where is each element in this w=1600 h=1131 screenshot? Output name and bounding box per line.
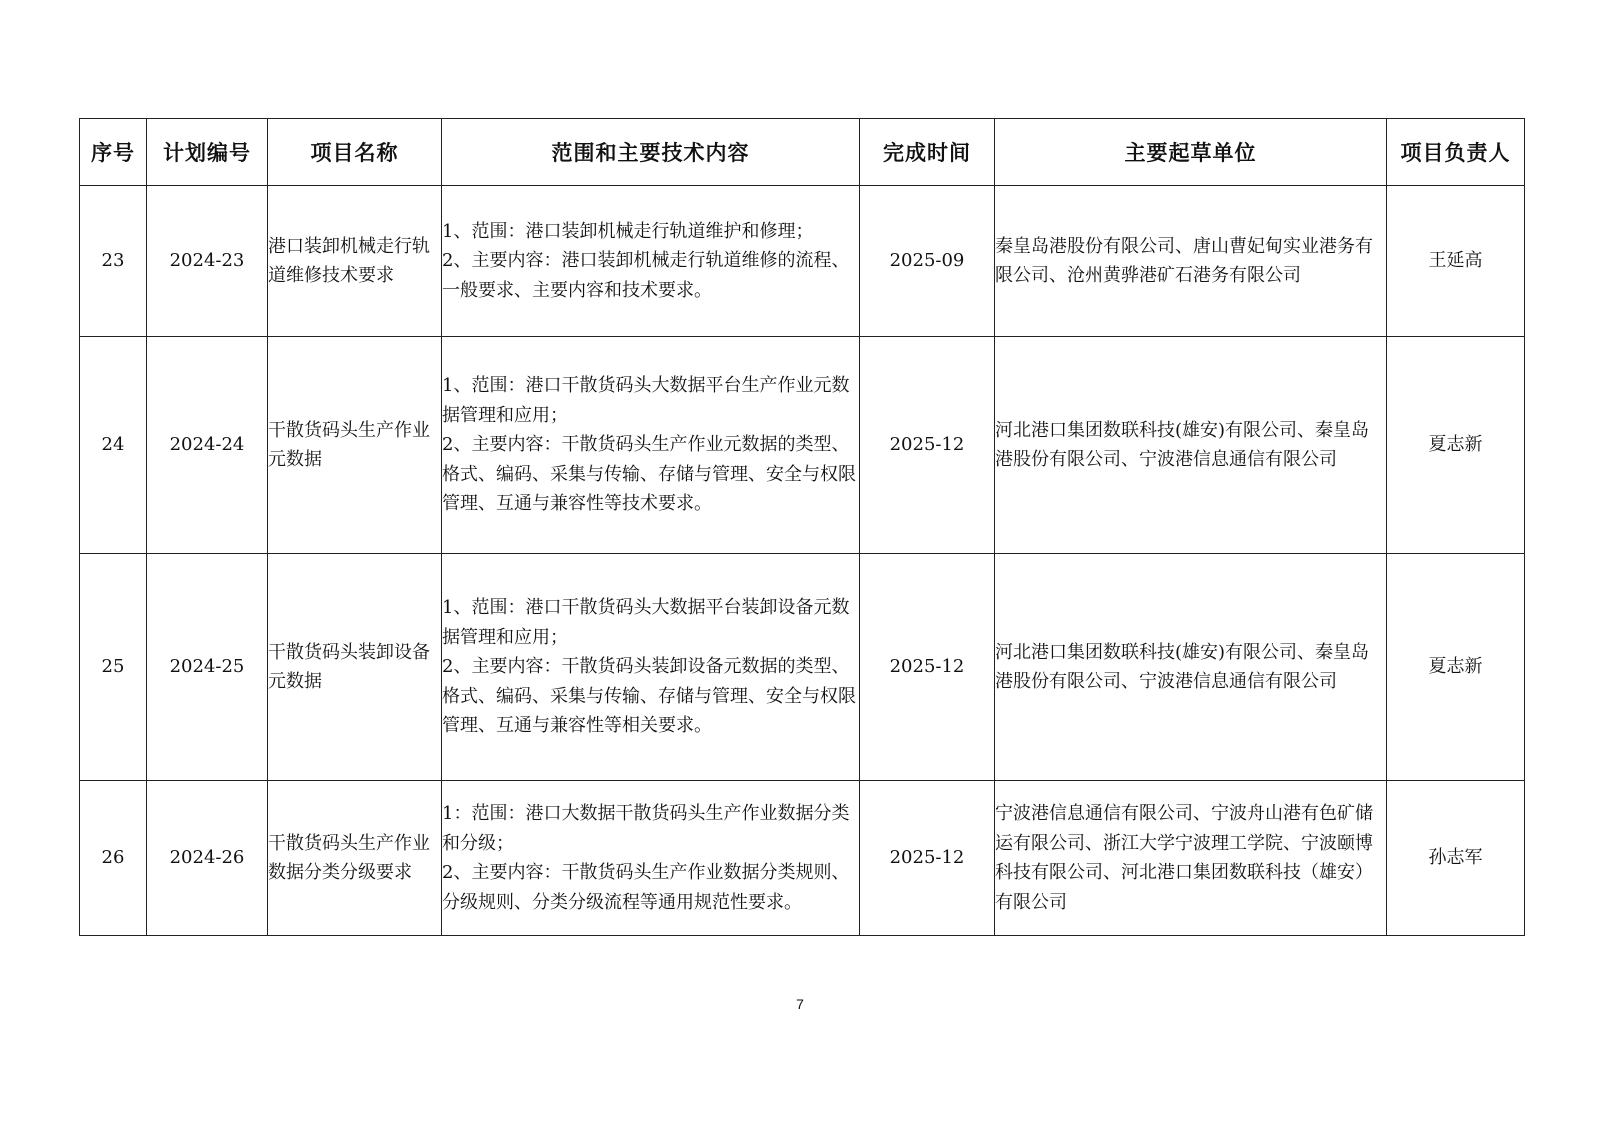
scope-line: 1：范围：港口大数据干散货码头生产作业数据分类和分级；	[442, 803, 850, 854]
header-scope: 范围和主要技术内容	[442, 119, 860, 186]
cell-drafting-units: 河北港口集团数联科技(雄安)有限公司、秦皇岛港股份有限公司、宁波港信息通信有限公司	[995, 554, 1387, 781]
table-row	[80, 186, 1525, 337]
scope-line: 2、主要内容：港口装卸机械走行轨道维修的流程、一般要求、主要内容和技术要求。	[442, 250, 850, 301]
cell-finish-time: 2025-12	[860, 337, 995, 554]
cell-scope	[442, 186, 860, 337]
cell-name: 干散货码头生产作业元数据	[268, 337, 442, 554]
scope-line: 2、主要内容：干散货码头生产作业数据分类规则、分级规则、分类分级流程等通用规范性要求。	[442, 862, 850, 913]
cell-leader: 夏志新	[1387, 337, 1525, 554]
table-row	[80, 554, 1525, 781]
cell-seq: 23	[80, 186, 147, 337]
cell-leader: 王延高	[1387, 186, 1525, 337]
cell-leader: 夏志新	[1387, 554, 1525, 781]
cell-name: 干散货码头生产作业数据分类分级要求	[268, 781, 442, 936]
header-name: 项目名称	[268, 119, 442, 186]
scope-line: 1、范围：港口干散货码头大数据平台装卸设备元数据管理和应用；	[442, 597, 850, 648]
cell-name: 干散货码头装卸设备元数据	[268, 554, 442, 781]
scope-line: 2、主要内容：干散货码头生产作业元数据的类型、格式、编码、采集与传输、存储与管理、安全与权限管理、互通与兼容性等技术要求。	[442, 434, 856, 515]
cell-plan-no: 2024-23	[147, 186, 268, 337]
cell-finish-time: 2025-12	[860, 554, 995, 781]
cell-seq: 25	[80, 554, 147, 781]
table-row	[80, 781, 1525, 936]
header-leader: 项目负责人	[1387, 119, 1525, 186]
cell-scope	[442, 554, 860, 781]
standards-plan-table	[79, 118, 1525, 936]
cell-plan-no: 2024-25	[147, 554, 268, 781]
scope-line: 1、范围：港口干散货码头大数据平台生产作业元数据管理和应用；	[442, 375, 850, 426]
header-row	[80, 119, 1525, 186]
header-seq: 序号	[80, 119, 147, 186]
cell-scope	[442, 781, 860, 936]
cell-scope	[442, 337, 860, 554]
cell-seq: 26	[80, 781, 147, 936]
scope-line: 1、范围：港口装卸机械走行轨道维护和修理；	[442, 220, 814, 242]
cell-leader: 孙志军	[1387, 781, 1525, 936]
header-drafting-units: 主要起草单位	[995, 119, 1387, 186]
table-body	[80, 186, 1525, 936]
cell-finish-time: 2025-12	[860, 781, 995, 936]
cell-seq: 24	[80, 337, 147, 554]
table-header	[80, 119, 1525, 186]
cell-plan-no: 2024-26	[147, 781, 268, 936]
cell-plan-no: 2024-24	[147, 337, 268, 554]
page-number: 7	[796, 996, 804, 1012]
header-plan-no: 计划编号	[147, 119, 268, 186]
cell-drafting-units: 宁波港信息通信有限公司、宁波舟山港有色矿储运有限公司、浙江大学宁波理工学院、宁波颐博科技有限公司、河北港口集团数联科技（雄安）有限公司	[995, 781, 1387, 936]
header-finish-time: 完成时间	[860, 119, 995, 186]
cell-drafting-units: 秦皇岛港股份有限公司、唐山曹妃甸实业港务有限公司、沧州黄骅港矿石港务有限公司	[995, 186, 1387, 337]
cell-name: 港口装卸机械走行轨道维修技术要求	[268, 186, 442, 337]
scope-line: 2、主要内容：干散货码头装卸设备元数据的类型、格式、编码、采集与传输、存储与管理、安全与权限管理、互通与兼容性等相关要求。	[442, 656, 856, 737]
cell-finish-time: 2025-09	[860, 186, 995, 337]
cell-drafting-units: 河北港口集团数联科技(雄安)有限公司、秦皇岛港股份有限公司、宁波港信息通信有限公司	[995, 337, 1387, 554]
table-row	[80, 337, 1525, 554]
